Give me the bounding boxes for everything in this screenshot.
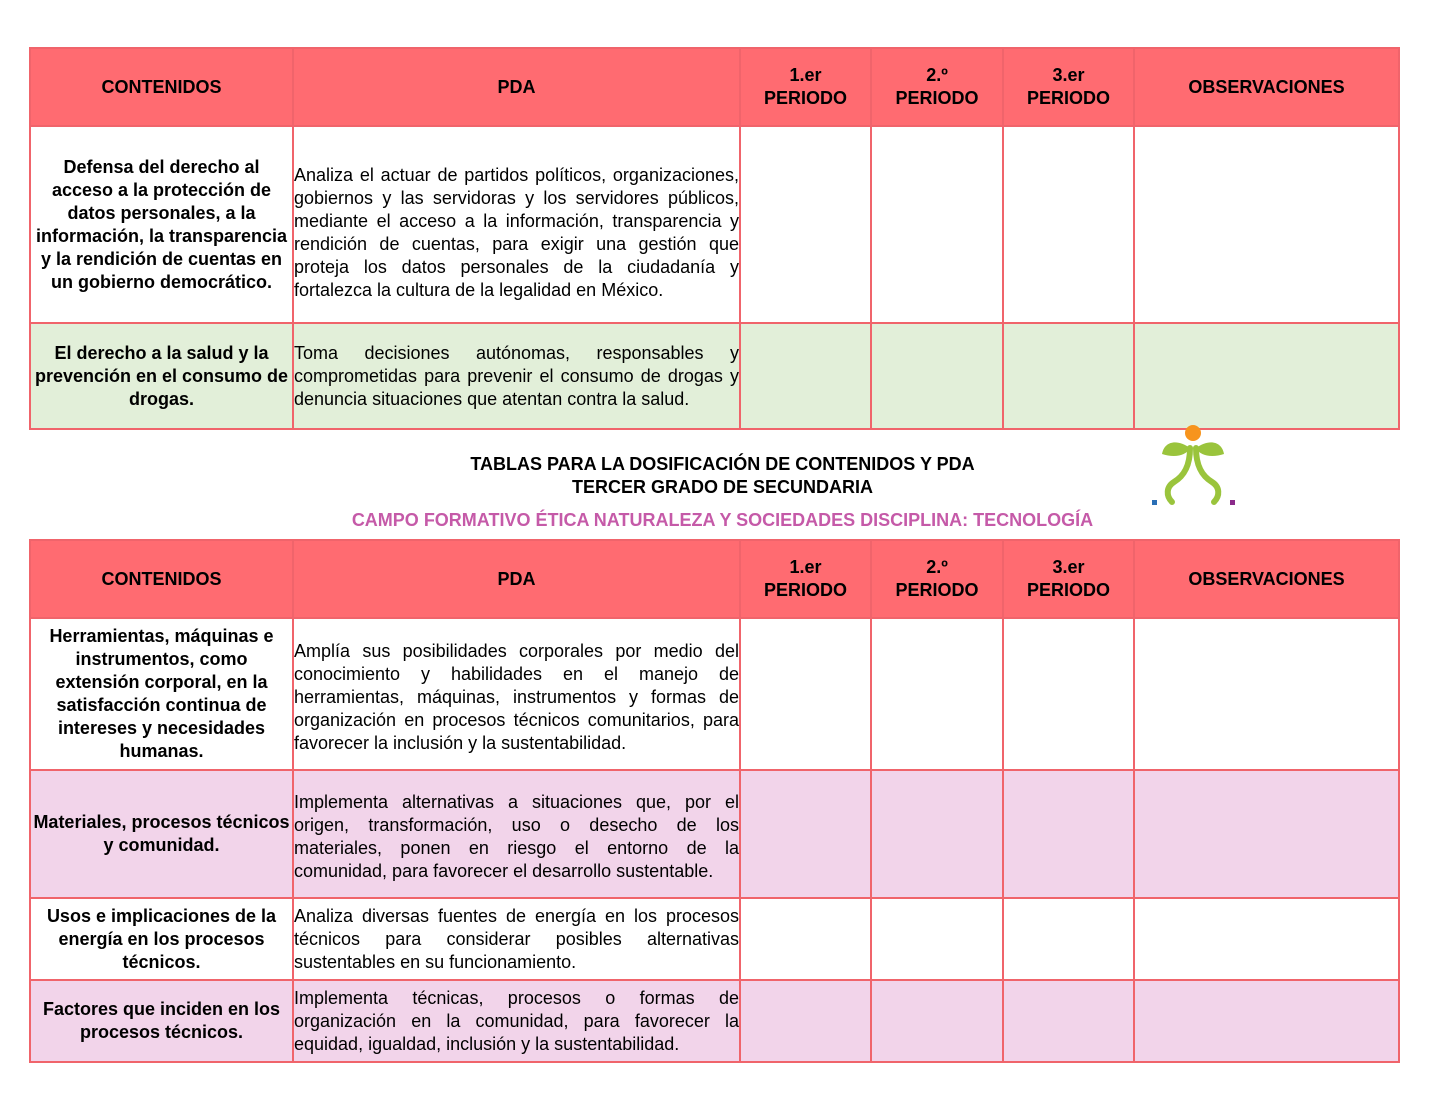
periodo-3-cell[interactable] — [1003, 126, 1134, 323]
header-periodo-3-label: PERIODO — [1026, 580, 1110, 600]
header-periodo-1-num: 1.er — [789, 65, 822, 85]
header-periodo-3 — [1003, 540, 1134, 618]
observaciones-cell[interactable] — [1134, 126, 1399, 323]
header-periodo-1-num: 1.er — [789, 557, 822, 577]
periodo-2-cell[interactable] — [871, 898, 1003, 980]
header-contenidos: CONTENIDOS — [30, 540, 293, 618]
header-periodo-3-num: 3.er — [1052, 65, 1085, 85]
periodo-3-cell[interactable] — [1003, 770, 1134, 898]
contenido-cell: El derecho a la salud y la prevención en el consumo de drogas. — [30, 323, 293, 429]
header-periodo-3 — [1003, 48, 1134, 126]
periodo-1-cell[interactable] — [740, 980, 871, 1062]
dosificacion-table-etica — [29, 47, 1400, 430]
header-periodo-2-num: 2.º — [926, 65, 948, 85]
header-periodo-2-num: 2.º — [926, 557, 948, 577]
header-periodo-1-label: PERIODO — [763, 88, 847, 108]
leaf-figure-logo-icon — [1146, 420, 1240, 514]
contenido-cell: Materiales, procesos técnicos y comunidad. — [30, 770, 293, 898]
periodo-2-cell[interactable] — [871, 980, 1003, 1062]
periodo-3-cell[interactable] — [1003, 980, 1134, 1062]
page-title-grade: TERCER GRADO DE SECUNDARIA — [571, 477, 874, 497]
observaciones-cell[interactable] — [1134, 980, 1399, 1062]
periodo-2-cell[interactable] — [871, 323, 1003, 429]
observaciones-cell[interactable] — [1134, 618, 1399, 770]
table-row — [30, 898, 1399, 980]
page-title: TABLAS PARA LA DOSIFICACIÓN DE CONTENIDOS Y PDA — [470, 454, 975, 474]
header-observaciones: OBSERVACIONES — [1134, 48, 1399, 126]
pda-cell: Implementa técnicas, procesos o formas de organización en la comunidad, para favorecer la equidad, igualdad, inclusión y la sustentabilidad. — [293, 980, 740, 1062]
header-pda: PDA — [293, 540, 740, 618]
periodo-1-cell[interactable] — [740, 898, 871, 980]
observaciones-cell[interactable] — [1134, 770, 1399, 898]
header-periodo-1 — [740, 540, 871, 618]
periodo-2-cell[interactable] — [871, 126, 1003, 323]
table-row — [30, 126, 1399, 323]
header-pda: PDA — [293, 48, 740, 126]
header-periodo-2-label: PERIODO — [895, 580, 979, 600]
pda-cell: Analiza diversas fuentes de energía en los procesos técnicos para considerar posibles alternativas sustentables en su funcionamiento. — [293, 898, 740, 980]
periodo-1-cell[interactable] — [740, 126, 871, 323]
observaciones-cell[interactable] — [1134, 323, 1399, 429]
header-periodo-3-label: PERIODO — [1026, 88, 1110, 108]
table-row — [30, 980, 1399, 1062]
observaciones-cell[interactable] — [1134, 898, 1399, 980]
header-periodo-2-label: PERIODO — [895, 88, 979, 108]
pda-cell: Amplía sus posibilidades corporales por medio del conocimiento y habilidades en el manejo de herramientas, máquinas, instrumentos y formas de organización en procesos técnicos comunitarios, para favorecer la inclusión y la sustentabilidad. — [293, 618, 740, 770]
periodo-3-cell[interactable] — [1003, 323, 1134, 429]
table-row — [30, 770, 1399, 898]
periodo-1-cell[interactable] — [740, 770, 871, 898]
table-header-row — [30, 48, 1399, 126]
header-periodo-2 — [871, 48, 1003, 126]
contenido-cell: Defensa del derecho al acceso a la protección de datos personales, a la información, la transparencia y la rendición de cuentas en un gobierno democrático. — [30, 126, 293, 323]
header-periodo-1 — [740, 48, 871, 126]
table-row — [30, 618, 1399, 770]
header-periodo-1-label: PERIODO — [763, 580, 847, 600]
header-observaciones: OBSERVACIONES — [1134, 540, 1399, 618]
table-header-row — [30, 540, 1399, 618]
pda-cell: Analiza el actuar de partidos políticos, organizaciones, gobiernos y las servidoras y los servidores públicos, mediante el acceso a la información, transparencia y rendición de cuentas, para exigir una gestión que proteja los datos personales de la ciudadanía y fortalezca la cultura de la legalidad en México. — [293, 126, 740, 323]
pda-cell: Implementa alternativas a situaciones que, por el origen, transformación, uso o desecho de los materiales, ponen en riesgo el entorno de la comunidad, para favorecer el desarrollo sustentable. — [293, 770, 740, 898]
contenido-cell: Herramientas, máquinas e instrumentos, como extensión corporal, en la satisfacción continua de intereses y necesidades humanas. — [30, 618, 293, 770]
periodo-1-cell[interactable] — [740, 618, 871, 770]
campo-formativo-subtitle: CAMPO FORMATIVO ÉTICA NATURALEZA Y SOCIEDADES DISCIPLINA: TECNOLOGÍA — [351, 510, 1094, 530]
pda-cell: Toma decisiones autónomas, responsables y comprometidas para prevenir el consumo de drogas y denuncia situaciones que atentan contra la salud. — [293, 323, 740, 429]
periodo-2-cell[interactable] — [871, 618, 1003, 770]
table-row — [30, 323, 1399, 429]
periodo-2-cell[interactable] — [871, 770, 1003, 898]
contenido-cell: Factores que inciden en los procesos técnicos. — [30, 980, 293, 1062]
dosificacion-table-tecnologia — [29, 539, 1400, 1063]
header-periodo-2 — [871, 540, 1003, 618]
contenido-cell: Usos e implicaciones de la energía en los procesos técnicos. — [30, 898, 293, 980]
periodo-1-cell[interactable] — [740, 323, 871, 429]
periodo-3-cell[interactable] — [1003, 618, 1134, 770]
header-periodo-3-num: 3.er — [1052, 557, 1085, 577]
periodo-3-cell[interactable] — [1003, 898, 1134, 980]
header-contenidos: CONTENIDOS — [30, 48, 293, 126]
